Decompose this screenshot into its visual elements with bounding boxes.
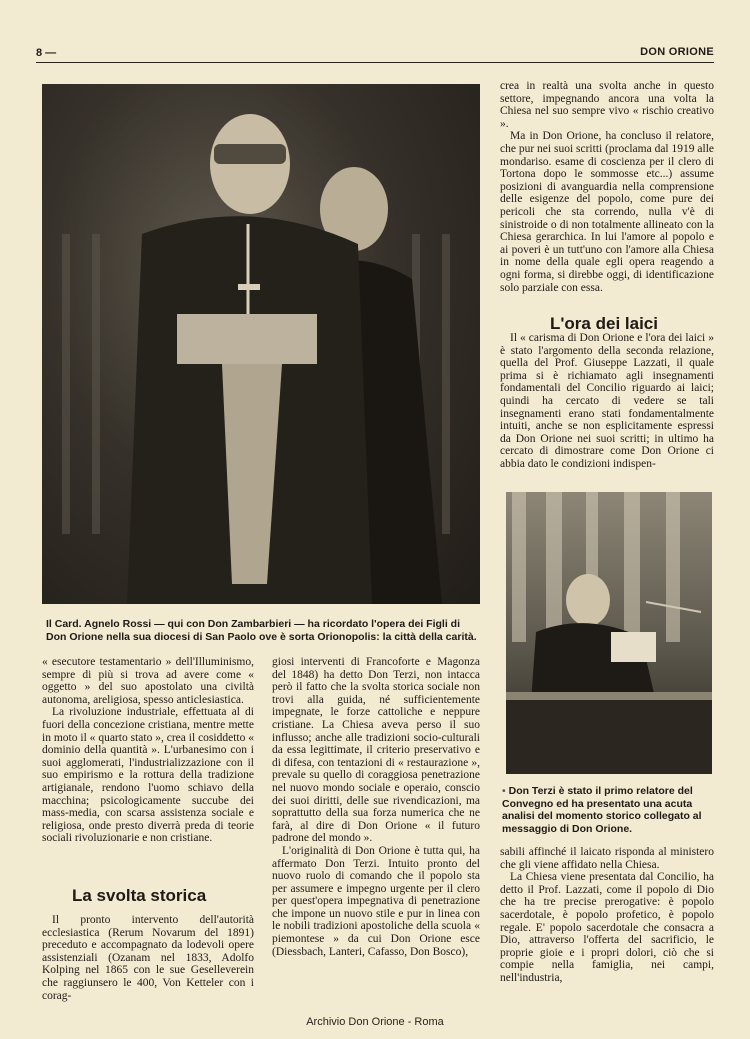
text-column-1 bbox=[42, 656, 254, 845]
paragraph: La rivoluzione industriale, effettuata al di fuori della concezione cristiana, mentre mette in moto il « quarto stato », crea il cosiddetto « dominio della quantità ». L'urbanesimo con i suoi agglomerati, l'industrializzazione con il suo empirismo e la rottura della tradizione artigianale, rendono l'uomo schiavo della macchina; psicologicamente succube dei mass-media, con scarsa assistenza sociale e religiosa, onde presto diverrà preda di teorie sociali rivoluzionarie e non cristiane. bbox=[42, 706, 254, 845]
photo-don-terzi bbox=[506, 492, 712, 774]
text-column-2 bbox=[272, 656, 480, 958]
paragraph: La Chiesa viene presentata dal Concilio, ha detto il Prof. Lazzati, come il popolo di Dio che ha tre precise prerogative: è popolo sacerdotale, è popolo profetico, è popolo regale. E' popolo sacerdotale che consacra a Dio, attraverso l'offerta del sacrificio, le proprie gioie e i propri dolori, ciò che si compie nella famiglia, nei campi, nell'industria, bbox=[500, 871, 714, 984]
paragraph: giosi interventi di Francoforte e Magonza del 1848) ha detto Don Terzi, non intacca però il fatto che la svolta storica sociale non trovi alla guida, né sufficientemente impegnate, le forze cattoliche e neppure cristiane. La Chiesa aveva perso il suo influsso; anche alle tradizioni socio-culturali da essa legittimate, il criterio preservativo e di difesa, con tentazioni di « restaurazione », prevale su quello di coraggiosa penetrazione nel nuovo mondo sociale e operaio, conscio dei suoi diritti, delle sue rivendicazioni, ma soprattutto della sua forza numerica che ne farà, al dire di Don Orione « il futuro padrone del mondo ». bbox=[272, 656, 480, 845]
text-column-3 bbox=[500, 80, 714, 294]
photo-caption-2 bbox=[502, 785, 716, 835]
section-heading: L'ora dei laici bbox=[550, 314, 658, 333]
text-column-3-bottom bbox=[500, 846, 714, 985]
paragraph: sabili affinché il laicato risponda al ministero che gli viene affidato nella Chiesa. bbox=[500, 846, 714, 871]
text-column-3-second bbox=[500, 332, 714, 471]
paragraph: « esecutore testamentario » dell'Illuminismo, sempre di più si trova ad avere come « oggetto » del suo apostolato una civiltà autonoma, areligiosa, spesso anticlesiastica. bbox=[42, 656, 254, 706]
caption-text: Don Terzi è stato il primo relatore del Convegno ed ha presentato una acuta analisi del momento storico collegato al messaggio di Don Orione. bbox=[502, 785, 702, 835]
paragraph: crea in realtà una svolta anche in questo settore, impegnando ancora una volta la Chiesa nel suo sempre vivo « rischio creativo ». bbox=[500, 80, 714, 130]
photo-cardinal-rossi bbox=[42, 84, 480, 604]
section-heading: La svolta storica bbox=[72, 886, 207, 905]
header-rule bbox=[36, 62, 714, 63]
photo-caption-1: Il Card. Agnelo Rossi — qui con Don Zambarbieri — ha ricordato l'opera dei Figli di Don Orione nella sua diocesi di San Paolo ove è sorta Orionopolis: la città della carità. bbox=[46, 618, 477, 643]
running-title: DON ORIONE bbox=[640, 46, 714, 58]
archive-footer: Archivio Don Orione - Roma bbox=[306, 1016, 444, 1028]
page-number: 8 — bbox=[36, 47, 57, 59]
paragraph: Ma in Don Orione, ha concluso il relatore, che pur nei suoi scritti (proclama dal 1919 alle mondariso. esame di coscienza per il clero di Tortona dopo le sommosse etc...) assume posizioni di avanguardia nella comprensione delle esigenze del popolo, come pure dei pericoli che sta correndo, nulla v'è di sinistroide o di non totalmente allineato con la Chiesa gerarchica. In lui l'amore al popolo e ai poveri è un tutt'uno con l'amore alla Chiesa in nome della quale egli opera reagendo a ogni forma, si direbbe oggi, di identificazione solo parziale con essa. bbox=[500, 130, 714, 294]
paragraph: Il pronto intervento dell'autorità ecclesiastica (Rerum Novarum del 1891) preceduto e accompagnato da lodevoli opere assistenziali (Ozanam nel 1833, Adolfo Kolping nel 1865 con le sue Geselleverein che raggiunsero le 400, Von Ketteler con i corag- bbox=[42, 914, 254, 1002]
paragraph: Il « carisma di Don Orione e l'ora dei laici » è stato l'argomento della seconda relazione, quella del Prof. Giuseppe Lazzati, il quale prima si è richiamato agli insegnamenti fondamentali del Concilio riguardo ai laici; quindi ha cercato di vedere se tali insegnamenti erano stati fondamentalmente intuiti, anche se non esplicitamente espressi da Don Orione nei suoi scritti; in ultimo ha cercato di dimostrare come Don Orione ci abbia dato le condizioni indispen- bbox=[500, 332, 714, 470]
text-column-1-continued bbox=[42, 914, 254, 1002]
caption-marker: • bbox=[502, 785, 506, 797]
paragraph: L'originalità di Don Orione è tutta qui, ha affermato Don Terzi. Intuito pronto del nuovo ruolo di comando che il popolo sta per assumere e impegno urgente per il clero per quest'opera impegnativa di penetrazione che impone un nuovo stile e pur in linea con le nobili tradizioni apostoliche della scuola « piemontese » da cui Don Orione esce (Diessbach, Lanteri, Cafasso, Don Bosco), bbox=[272, 844, 480, 958]
